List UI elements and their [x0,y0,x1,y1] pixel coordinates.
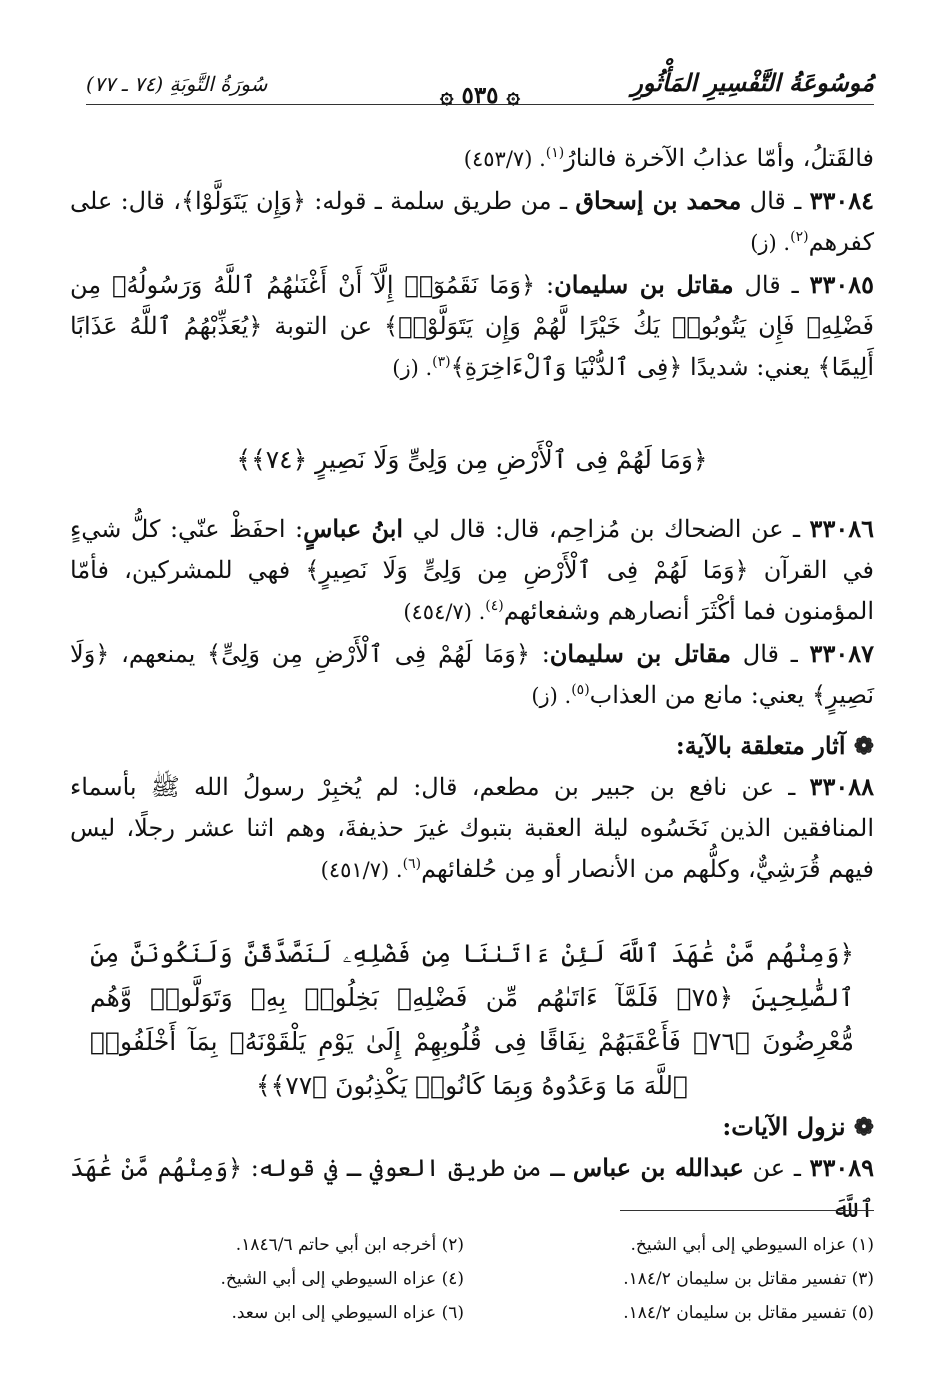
footnote-marker: (٥) [571,682,590,698]
flower-icon: ❁ [853,731,874,760]
heading-text: آثار متعلقة بالآية: [675,731,846,760]
narrator-name: مقاتل بن سليمان [549,639,731,668]
athar-text: فهي للمشركين، فأمّا المؤمنون فما أكْثَرَ أنصارهم وشفعائهم [70,556,874,625]
footnote-4: (٤) عزاه السيوطي إلى أبي الشيخ. [220,1269,464,1289]
quran-quote: ﴿وَلَا نَصِيرٍ﴾ [70,640,874,709]
quran-quote: ﴿وَمَا نَقَمُوٓا۟ إِلَّآ أَنْ أَغْنَىٰهُمُ ٱللَّهُ وَرَسُولُهُۥ مِن فَضْلِهِۦ فَإِن يَتُوبُوا۟ يَكُ خَيْرًا لَّهُمْ وَإِن يَتَوَلَّوْا۟﴾ [70,271,875,340]
volume-reference: . (٤٥١/٧) [320,858,403,882]
athar-33084 [70,180,874,264]
volume-reference: . (٤٥٤/٧) [403,600,486,624]
main-text-3 [70,1106,874,1230]
header-rule [86,104,874,105]
athar-number: ٣٣٠٨٩ [809,1153,874,1182]
main-text-2 [70,508,874,891]
quran-quote: ﴿يُعَذِّبْهُمُ ٱللَّهُ عَذَابًا أَلِيمًا﴾ [70,312,874,381]
surah-range: سُورَةُ التَّوبَةِ (٧٤ ـ ٧٧) [86,72,268,96]
athar-text: ـ من طريق سلمة ـ قوله: [305,187,576,215]
page-header [86,64,874,109]
footnote-marker: (٦) [402,856,422,872]
athar-number: ٣٣٠٨٥ [809,270,874,299]
footnote-6: (٦) عزاه السيوطي إلى ابن سعد. [231,1303,464,1323]
narrator-name: مقاتل بن سليمان [554,270,734,299]
athar-33088 [70,766,874,891]
footnote-marker: (٢) [790,229,809,245]
athar-text: يمنعهم، [109,640,208,668]
footnote-rule [620,1210,874,1211]
athar-text: عن التوبة [262,312,385,340]
athar-text: ـ قال [733,271,810,299]
heading-text: نزول الآيات: [722,1112,846,1141]
athar-text: : [529,640,550,668]
main-text [70,138,874,389]
narrator-name: عبدالله بن عباس [572,1153,744,1182]
footnotes-left-column [164,1228,464,1330]
volume-reference: . (ز) [392,356,433,380]
book-title: مُوسُوعَةُ التَّفْسِيرِ المَأْثُورِ [631,68,874,97]
quran-quote: ﴿فِى ٱلدُّنْيَا وَٱلْءَاخِرَةِ﴾ [450,353,683,381]
athar-33087 [70,633,874,717]
footnote-2: (٢) أخرجه ابن أبي حاتم ١٨٤٦/٦. [235,1235,464,1255]
quran-quote: ﴿وَمَا لَهُمْ فِى ٱلْأَرْضِ مِن وَلِىٍّ وَلَا نَصِيرٍ﴾ [305,556,749,584]
athar-text: ـ قال [731,640,810,668]
narrator-name: محمد بن إسحاق [575,186,742,215]
quran-quote: ﴿وَمِنْهُم مَّنْ عَٰهَدَ ٱللَّهَ [70,1154,874,1223]
athar-text: ـ عن نافع بن جبير بن مطعم، قال: لم يُخبِرْ رسولُ الله ﷺ بأسماء المنافقين الذين نَخَسُوه ليلة العقبة بتبوك غيرَ حذيفةَ، وهم اثنا عشر رجلًا، ليس فيهم قُرَشِيٌّ، وكلُّهم من الأنصار أو مِن حُلفائهم [70,773,874,883]
athar-33089 [70,1147,874,1230]
athar-number: ٣٣٠٨٧ [809,639,874,668]
athar-text: : [535,271,555,299]
footnote-marker: (١) [545,145,565,161]
paragraph-text: فالقَتلُ، وأمّا عذابُ الآخرة فالنارُ [564,144,874,172]
athar-text: : احفَظْ عنّي: كلُّ شيءٍ في القرآن [70,515,874,584]
athar-number: ٣٣٠٨٨ [809,772,874,801]
footnotes-right-column [594,1228,874,1330]
athar-number: ٣٣٠٨٦ [809,514,874,543]
athar-text: ـ عن [743,1154,810,1182]
quran-quote: ﴿وَمَا لَهُمْ فِى ٱلْأَرْضِ مِن وَلِىٍّ﴾ [207,640,530,668]
page-number-value: ٥٣٥ [461,82,499,109]
verses-75-77: ﴿وَمِنْهُم مَّنْ عَٰهَدَ ٱللَّهَ لَئِنْ ءَاتَىٰنَا مِن فَضْلِهِۦ لَنَصَّدَّقَنَّ وَلَنَكُونَنَّ مِنَ ٱلصَّٰلِحِينَ ﴿٧٥﴾ فَلَمَّآ ءَاتَىٰهُم مِّن فَضْلِهِۦ بَخِلُوا۟ بِهِۦ وَتَوَلَّوا۟ وَّهُم مُّعْرِضُونَ ﴿٧٦﴾ فَأَعْقَبَهُمْ نِفَاقًا فِى قُلُوبِهِمْ إِلَىٰ يَوْمِ يَلْقَوْنَهُۥ بِمَآ أَخْلَفُوا۟ ٱللَّهَ مَا وَعَدُوهُ وَبِمَا كَانُوا۟ يَكْذِبُونَ ﴿٧٧﴾﴾ [90,939,854,1100]
athar-text: يعني: شديدًا [682,353,818,381]
volume-reference: . (ز) [531,684,572,708]
footnote-3: (٣) تفسير مقاتل بن سليمان ١٨٤/٢. [623,1269,874,1289]
flower-icon: ❁ [853,1112,874,1141]
quran-quote: ﴿وَإِن يَتَوَلَّوْا﴾ [180,187,306,215]
athar-number: ٣٣٠٨٤ [809,186,875,215]
athar-text: يعني: مانع من العذاب [589,681,812,709]
volume-reference: . (ز) [750,231,791,255]
athar-33085 [70,264,874,389]
verse-74: ﴿وَمَا لَهُمْ فِى ٱلْأَرْضِ مِن وَلِىٍّ وَلَا نَصِيرٍ ﴿٧٤﴾﴾ [236,445,708,474]
athar-33086 [70,508,874,633]
page-number: ۞ ٥٣٥ ۞ [439,82,521,109]
athar-text: ، قال: على كفرهم [70,187,874,256]
footnote-marker: (٤) [485,598,504,614]
athar-text: ـ عن الضحاك بن مُزاحِم، قال: قال لي [403,515,810,543]
section-heading-athar [70,725,874,766]
narrator-name: ابنُ عباسٍ [303,514,404,543]
athar-text: ـ قال [741,187,810,215]
footnote-1: (١) عزاه السيوطي إلى أبي الشيخ. [630,1235,874,1255]
paragraph-continuation [70,138,874,180]
footnote-5: (٥) تفسير مقاتل بن سليمان ١٨٤/٢. [623,1303,874,1323]
footnote-marker: (٣) [432,354,451,370]
athar-text: ـ من طريق العوفي ـ في قوله: [242,1154,573,1182]
volume-reference: . (٤٥٣/٧) [463,147,546,171]
section-heading-nuzul [70,1106,874,1147]
